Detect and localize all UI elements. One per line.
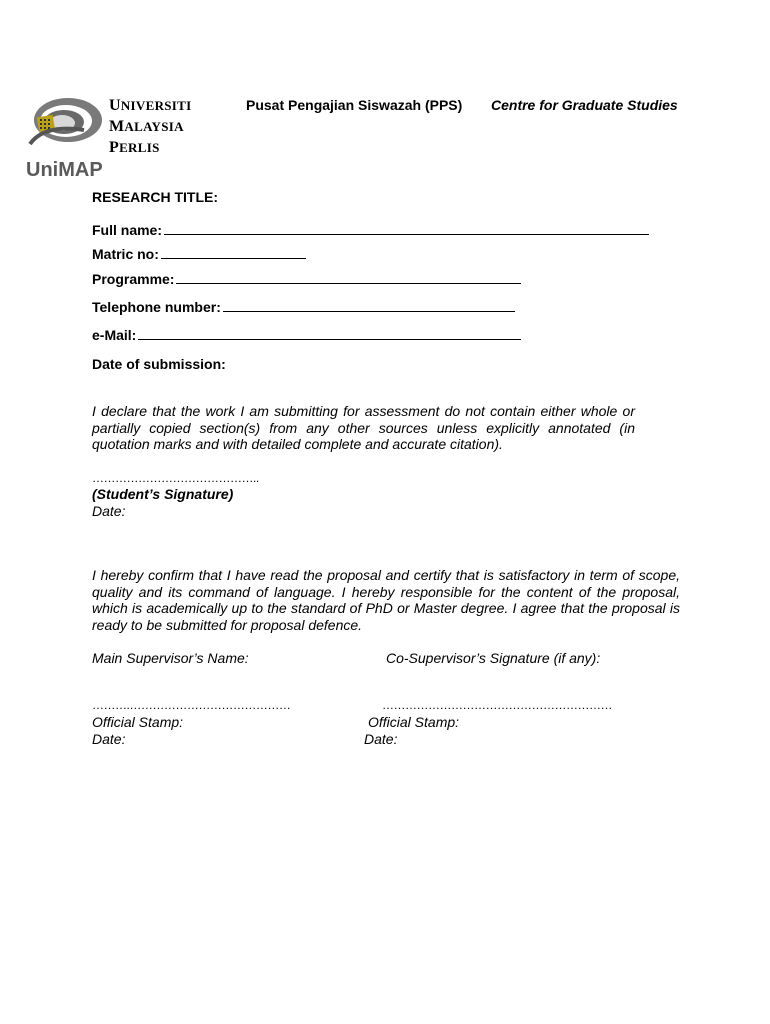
- university-line-2: MALAYSIA: [109, 118, 184, 135]
- cgs-heading: Centre for Graduate Studies: [491, 97, 678, 113]
- telephone-row: [92, 299, 515, 315]
- programme-label: Programme:: [92, 271, 175, 287]
- telephone-label: Telephone number:: [92, 299, 221, 315]
- date-right: Date:: [364, 731, 398, 747]
- programme-field[interactable]: [176, 271, 521, 284]
- co-supervisor-signature-dots: ……………………………………………………: [382, 698, 612, 712]
- official-stamp-right: Official Stamp:: [368, 714, 460, 730]
- full-name-field[interactable]: [164, 222, 649, 235]
- declaration-text: I declare that the work I am submitting for assessment do not contain either whole or partially copied section(s) from any other sources unless explicitly annotated (in quotation marks and with detailed complete and accurate citation).: [92, 403, 635, 452]
- full-name-row: [92, 222, 649, 238]
- student-signature-dots: ……………………………………..: [92, 471, 259, 485]
- logo-text: UniMAP: [26, 159, 103, 180]
- unimap-logo: [24, 94, 104, 180]
- telephone-field[interactable]: [223, 299, 515, 312]
- email-label: e-Mail:: [92, 327, 137, 343]
- student-date-label: Date:: [92, 503, 126, 519]
- university-name: [109, 95, 191, 158]
- official-stamp-left: Official Stamp:: [92, 714, 184, 730]
- matric-no-field[interactable]: [161, 246, 306, 259]
- university-line-3: PERLIS: [109, 139, 160, 156]
- pps-heading: Pusat Pengajian Siswazah (PPS): [246, 97, 463, 113]
- email-row: [92, 327, 521, 343]
- full-name-label: Full name:: [92, 222, 163, 238]
- confirmation-text: I hereby confirm that I have read the proposal and certify that is satisfactory in term of scope, quality and its command of language. I hereby responsible for the content of the proposal, which is academically up to the standard of PhD or Master degree. I agree that the proposal is ready to be submitted for proposal defence.: [92, 567, 680, 633]
- date-left: Date:: [92, 731, 126, 747]
- main-supervisor-label: Main Supervisor’s Name:: [92, 650, 249, 666]
- student-signature-label: (Student’s Signature): [92, 486, 234, 502]
- matric-no-row: [92, 246, 306, 262]
- co-supervisor-label: Co-Supervisor’s Signature (if any):: [386, 650, 601, 666]
- university-line-1: UNIVERSITI: [109, 97, 192, 114]
- main-supervisor-signature-dots: ……….……………………………………: [92, 698, 291, 712]
- matric-no-label: Matric no:: [92, 246, 159, 262]
- email-field[interactable]: [138, 327, 521, 340]
- research-title-label: RESEARCH TITLE:: [92, 189, 218, 205]
- programme-row: [92, 271, 521, 287]
- date-of-submission-label: Date of submission:: [92, 356, 226, 372]
